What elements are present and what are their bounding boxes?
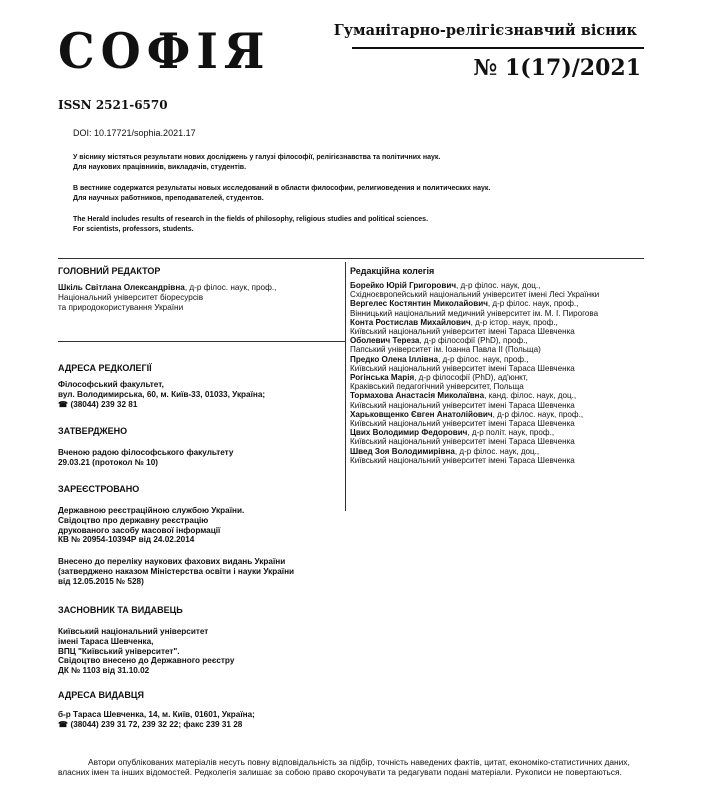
intro-line: For scientists, professors, students.	[73, 226, 194, 233]
board-member-name: Предко Олена Іллівна	[350, 354, 439, 364]
publisher-address-section	[58, 690, 338, 730]
board-member-name: Тормахова Анастасія Миколаївна	[350, 391, 485, 401]
doi: DOI: 10.17721/sophia.2021.17	[73, 128, 196, 138]
board-member-name: Швед Зоя Володимирівна	[350, 446, 455, 456]
publisher-address-title: АДРЕСА ВИДАВЦЯ	[58, 690, 144, 700]
footer-disclaimer: Автори опублікованих матеріалів несуть повну відповідальність за підбір, точність наведених фактів, цитат, економіко-статистичних даних, власних імен та інших відомостей. Редколегія залишає за собою право скорочувати та редагувати подані матеріали. Рукописи не повертаються.	[58, 757, 630, 778]
founder-line: Свідоцтво внесено до Державного реєстру	[58, 656, 235, 666]
header-rule	[352, 47, 644, 49]
chief-editor-title: ГОЛОВНИЙ РЕДАКТОР	[58, 266, 161, 276]
board-member	[350, 373, 660, 382]
journal-title: Гуманітарно-релігієзнавчий вісник	[333, 22, 637, 39]
approved-title: ЗАТВЕРДЖЕНО	[58, 426, 128, 436]
board-member-affiliation: Київський національний університет імені Тараса Шевченка	[350, 455, 575, 465]
registered-line: від 12.05.2015 № 528)	[58, 576, 144, 586]
board-member	[350, 447, 660, 456]
board-member-affiliation: Київський національний університет імені Тараса Шевченка	[350, 419, 575, 429]
registered-line: (затверджено наказом Міністерства освіти і науки України	[58, 566, 295, 576]
founder-line: Київський національний університет	[58, 627, 209, 636]
intro-line: The Herald includes results of research in the fields of philosophy, religious studies and political sciences.	[73, 216, 429, 223]
board-member-affiliation: Вінницький національний медичний університет ім. М. І. Пирогова	[350, 308, 599, 318]
intro-line: В вестнике содержатся результаты новых исследований в области философии, религиоведения и политических наук.	[73, 185, 491, 192]
board-member-affiliation: Східноєвропейський національний університет імені Лесі Українки	[350, 290, 600, 300]
approved-section	[58, 426, 338, 468]
intro-line: У віснику містяться результати нових досліджень у галузі філософії, релігієзнавства та політичних наук.	[73, 154, 441, 161]
editorial-board	[350, 266, 660, 465]
board-member-name: Вергелес Костянтин Миколайович	[350, 299, 488, 309]
board-member-name: Оболевич Тереза	[350, 336, 420, 346]
address-phone: ☎ (38044) 239 32 81	[58, 399, 138, 409]
board-member	[350, 391, 660, 400]
editorial-address-title: АДРЕСА РЕДКОЛЕГІЇ	[58, 363, 152, 373]
board-member	[350, 410, 660, 419]
board-member-degree: , д-р істор. наук, проф.,	[470, 317, 558, 327]
founder-line: імені Тараса Шевченка,	[58, 636, 154, 646]
board-member-affiliation: Папський університет ім. Іоанна Павла ІІ (Польща)	[350, 345, 541, 355]
address-line: вул. Володимирська, 60, м. Київ-33, 01033, Україна;	[58, 389, 266, 399]
left-rule	[58, 341, 345, 342]
board-member-degree: , д-р філос. наук, доц.,	[454, 446, 540, 456]
board-member	[350, 355, 660, 364]
board-member-affiliation: Київський національний університет імені Тараса Шевченка	[350, 400, 575, 410]
board-member-name: Борейко Юрій Григорович	[350, 281, 457, 290]
journal-logo: СОФІЯ	[58, 22, 271, 80]
founder-section	[58, 605, 338, 676]
board-member-affiliation: Київський національний університет імені Тараса Шевченка	[350, 363, 575, 373]
board-member-degree: , д-р філософії (PhD), ад'юнкт,	[414, 373, 528, 383]
approved-line: Вченою радою філософського факультету	[58, 448, 234, 457]
intro-line: Для научных работников, преподавателей, студентов.	[73, 195, 264, 202]
chief-editor-name: Шкіль Світлана Олександрівна	[58, 283, 185, 292]
board-member-name: Конта Ростислав Михайлович	[350, 317, 471, 327]
registered-line: Свідоцтво про державну реєстрацію	[58, 515, 209, 525]
board-member-name: Харьковщенко Євген Анатолійович	[350, 409, 493, 419]
editorial-board-title: Редакційна колегія	[350, 266, 435, 276]
address-line: Філософський факультет,	[58, 380, 164, 389]
board-member-degree: , канд. філос. наук, доц.,	[484, 391, 577, 401]
registered-line: друкованого засобу масової інформації	[58, 525, 221, 535]
board-member	[350, 428, 660, 437]
registered-line: КВ № 20954-10394Р від 24.02.2014	[58, 535, 195, 545]
publisher-address-phone: ☎ (38044) 239 31 72, 239 32 22; факс 239 31 28	[58, 719, 243, 729]
issue-number: № 1(17)/2021	[473, 55, 641, 81]
registered-line: Державною реєстраційною службою України.	[58, 506, 245, 515]
founder-title: ЗАСНОВНИК ТА ВИДАВЕЦЬ	[58, 605, 183, 615]
approved-line: 29.03.21 (протокол № 10)	[58, 457, 159, 467]
board-member-degree: , д-р політ. наук, проф.,	[467, 428, 555, 438]
board-member-degree: , д-р філос. наук, проф.,	[487, 299, 579, 309]
registered-section	[58, 484, 338, 587]
board-member-degree: , д-р філософії (PhD), проф.,	[419, 336, 528, 346]
intro-line: Для наукових працівників, викладачів, студентів.	[73, 164, 247, 171]
founder-line: ДК № 1103 від 31.10.02	[58, 666, 150, 676]
chief-editor-affiliation: та природокористування України	[58, 302, 184, 312]
chief-editor-section	[58, 266, 338, 312]
board-member	[350, 299, 660, 308]
board-member-degree: , д-р філос. наук, проф.,	[438, 354, 529, 364]
board-member	[350, 281, 660, 290]
issn: ISSN 2521-6570	[58, 98, 168, 112]
board-member-degree: , д-р філос. наук, доц.,	[456, 281, 541, 290]
board-member-name: Рогінська Марія	[350, 373, 415, 383]
section-rule	[58, 258, 644, 259]
board-member-affiliation: Краківський педагогічний університет, Польща	[350, 382, 524, 392]
board-member-degree: , д-р філос. наук, проф.,	[492, 409, 584, 419]
registered-line: Внесено до переліку наукових фахових видань України	[58, 557, 286, 567]
board-member-affiliation: Київський національний університет імені Тараса Шевченка	[350, 437, 575, 447]
intro-ru	[73, 184, 633, 204]
board-member	[350, 318, 660, 327]
chief-editor-affiliation: Національний університет біоресурсів	[58, 292, 204, 302]
publisher-address-line: б-р Тараса Шевченка, 14, м. Київ, 01601, Україна;	[58, 710, 255, 719]
intro-ua	[73, 153, 633, 173]
board-member-affiliation: Київський національний університет імені Тараса Шевченка	[350, 327, 575, 337]
board-member-list	[350, 281, 660, 465]
founder-line: ВПЦ "Київський університет".	[58, 646, 180, 656]
registered-title: ЗАРЕЄСТРОВАНО	[58, 484, 140, 494]
board-member	[350, 336, 660, 345]
editorial-address-section	[58, 363, 338, 409]
chief-editor-degree: , д-р філос. наук, проф.,	[184, 283, 277, 292]
intro-en	[73, 215, 633, 235]
column-divider	[345, 262, 346, 511]
board-member-name: Цвих Володимир Федорович	[350, 428, 468, 438]
